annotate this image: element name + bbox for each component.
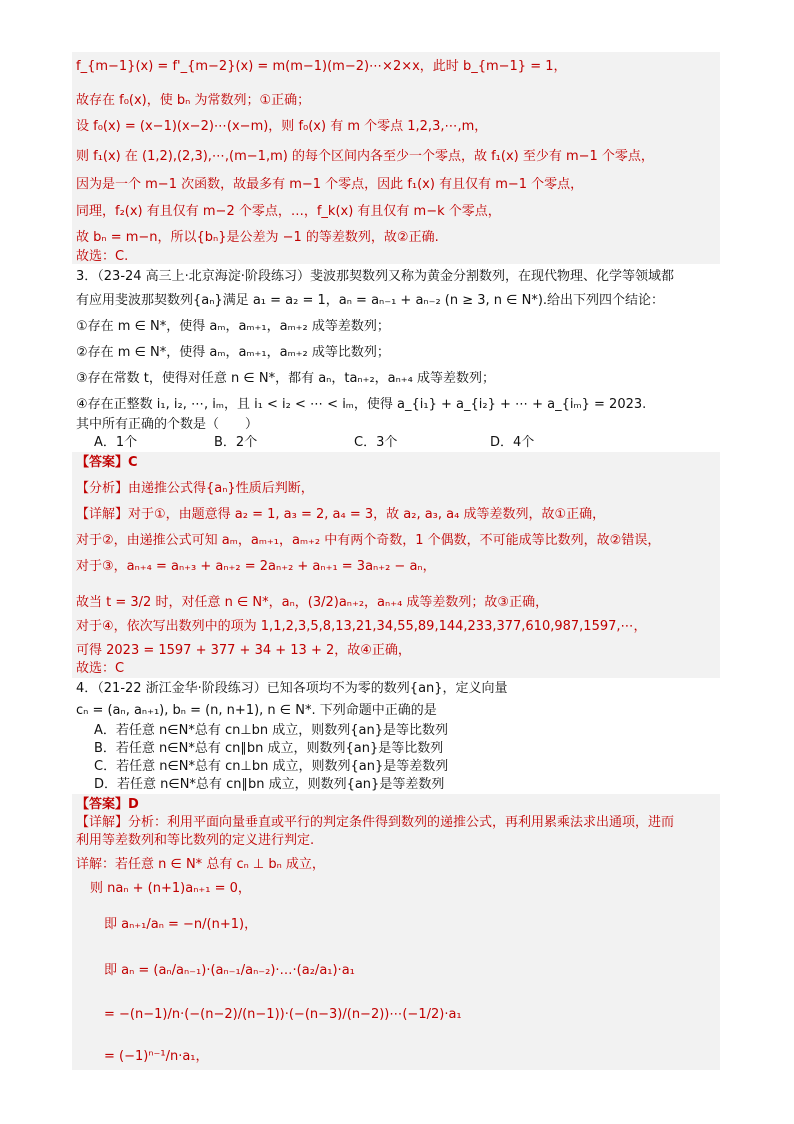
question-stem: 有应用斐波那契数列{aₙ}满足 a₁ = a₂ = 1，aₙ = aₙ₋₁ + aₙ₋₂ (n ≥ 3, n ∈ N*).给出下列四个结论： <box>76 293 665 308</box>
solution-line: = (−1)ⁿ⁻¹/n·a₁， <box>104 1049 209 1064</box>
option-a: A．1个 <box>94 435 138 450</box>
option-c: C．3个 <box>354 435 398 450</box>
solution-line: 对于④，依次写出数列中的项为 1,1,2,3,5,8,13,21,34,55,89,144,233,377,610,987,1597,⋯， <box>76 619 647 634</box>
question-conclusion: ①存在 m ∈ N*，使得 aₘ，aₘ₊₁，aₘ₊₂ 成等差数列； <box>76 319 390 334</box>
question-stem: 3．（23-24 高三上·北京海淀·阶段练习）斐波那契数列又称为黄金分割数列，在现代物理、化学等领域都 <box>76 269 674 284</box>
solution-line: 故当 t = 3/2 时，对任意 n ∈ N*，aₙ，(3/2)aₙ₊₂，aₙ₊₄ 成等差数列；故③正确， <box>76 595 549 610</box>
option-b: B．2个 <box>214 435 258 450</box>
solution-line: f_{m−1}(x) = f'_{m−2}(x) = m(m−1)(m−2)⋯×2×x，此时 b_{m−1} = 1， <box>76 59 567 74</box>
option-d: D．若任意 n∈N*总有 cn∥bn 成立，则数列{an}是等差数列 <box>94 777 445 792</box>
solution-line: 详解：若任意 n ∈ N* 总有 cₙ ⊥ bₙ 成立， <box>76 857 325 872</box>
option-a: A．若任意 n∈N*总有 cn⊥bn 成立，则数列{an}是等比数列 <box>94 723 449 738</box>
question-conclusion: ③存在常数 t，使得对任意 n ∈ N*，都有 aₙ，taₙ₊₂，aₙ₊₄ 成等差数列； <box>76 371 496 386</box>
question-stem: cₙ = (aₙ, aₙ₊₁), bₙ = (n, n+1), n ∈ N*. 下列命题中正确的是 <box>76 703 437 718</box>
answer-label: 【答案】C <box>76 455 138 470</box>
solution-line: 故存在 f₀(x)，使 bₙ 为常数列；①正确； <box>76 93 311 108</box>
solution-line: 同理，f₂(x) 有且仅有 m−2 个零点，…，f_k(x) 有且仅有 m−k 个零点， <box>76 204 501 219</box>
solution-line: 故选：C <box>76 661 125 676</box>
solution-line: 【详解】分析：利用平面向量垂直或平行的判定条件得到数列的递推公式，再利用累乘法求出通项，进而 <box>76 815 675 830</box>
question-stem: 4．（21-22 浙江金华·阶段练习）已知各项均不为零的数列{an}，定义向量 <box>76 681 508 696</box>
solution-line: 对于②，由递推公式可知 aₘ，aₘ₊₁，aₘ₊₂ 中有两个奇数，1 个偶数，不可能成等比数列，故②错误， <box>76 533 661 548</box>
option-d: D．4个 <box>490 435 535 450</box>
option-b: B．若任意 n∈N*总有 cn∥bn 成立，则数列{an}是等比数列 <box>94 741 444 756</box>
solution-line: 故 bₙ = m−n，所以{bₙ}是公差为 −1 的等差数列，故②正确. <box>76 230 439 245</box>
solution-line: 利用等差数列和等比数列的定义进行判定. <box>76 833 315 848</box>
solution-line: 因为是一个 m−1 次函数，故最多有 m−1 个零点，因此 f₁(x) 有且仅有 m−1 个零点， <box>76 177 584 192</box>
question-conclusion: ④存在正整数 i₁, i₂, ⋯, iₘ，且 i₁ < i₂ < ⋯ < iₘ，使得 a_{i₁} + a_{i₂} + ⋯ + a_{iₘ} = 2023. <box>76 397 647 412</box>
solution-line: 可得 2023 = 1597 + 377 + 34 + 13 + 2，故④正确， <box>76 643 411 658</box>
solution-line: 对于③，aₙ₊₄ = aₙ₊₃ + aₙ₊₂ = 2aₙ₊₂ + aₙ₊₁ = 3aₙ₊₂ − aₙ， <box>76 559 436 574</box>
solution-line: = −(n−1)/n·(−(n−2)/(n−1))·(−(n−3)/(n−2))⋯(−1/2)·a₁ <box>104 1007 462 1022</box>
option-c: C．若任意 n∈N*总有 cn⊥bn 成立，则数列{an}是等差数列 <box>94 759 449 774</box>
answer-label: 【答案】D <box>76 797 139 812</box>
question-conclusion: ②存在 m ∈ N*，使得 aₘ，aₘ₊₁，aₘ₊₂ 成等比数列； <box>76 345 390 360</box>
solution-line: 故选：C. <box>76 249 129 264</box>
solution-line: 【分析】由递推公式得{aₙ}性质后判断， <box>76 481 314 496</box>
question-ask: 其中所有正确的个数是（ ） <box>76 417 259 432</box>
solution-line: 设 f₀(x) = (x−1)(x−2)⋯(x−m)，则 f₀(x) 有 m 个零点 1,2,3,⋯,m， <box>76 119 488 134</box>
solution-line: 则 naₙ + (n+1)aₙ₊₁ = 0， <box>90 881 251 896</box>
solution-line: 即 aₙ₊₁/aₙ = −n/(n+1)， <box>104 917 258 932</box>
solution-line: 【详解】对于①，由题意得 a₂ = 1, a₃ = 2, a₄ = 3，故 a₂, a₃, a₄ 成等差数列，故①正确， <box>76 507 606 522</box>
solution-line: 即 aₙ = (aₙ/aₙ₋₁)·(aₙ₋₁/aₙ₋₂)·…·(a₂/a₁)·a₁ <box>104 963 355 978</box>
solution-line: 则 f₁(x) 在 (1,2),(2,3),⋯,(m−1,m) 的每个区间内各至少一个零点，故 f₁(x) 至少有 m−1 个零点， <box>76 149 654 164</box>
